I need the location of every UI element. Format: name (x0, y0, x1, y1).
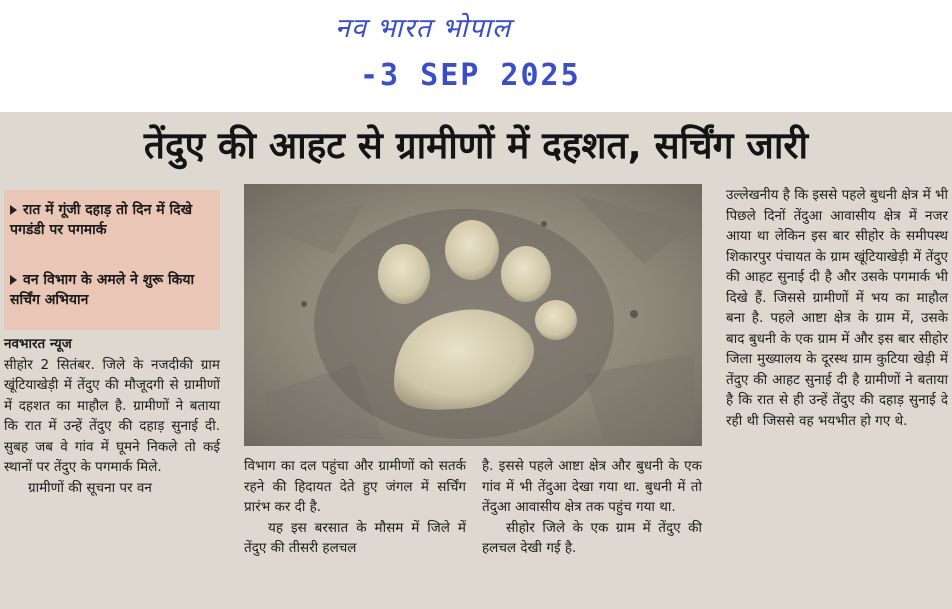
pugmark-photo (244, 184, 702, 446)
article-column-3 (482, 456, 702, 559)
pugmark-image (244, 184, 702, 446)
paragraph: उल्लेखनीय है कि इससे पहले बुधनी क्षेत्र में भी पिछले दिनों तेंदुआ आवासीय क्षेत्र में नजर आया था लेकिन इस बार सीहोर के समीपस्थ शिकारपुर पंचायत के ग्राम खूंटियाखेड़ी में तेंदुए की आहट सुनाई दी है और उसके पगमार्क भी दिखे हैं. जिससे ग्रामीणों में भय का माहौल बना है. पहले आष्टा क्षेत्र के ग्राम में, उसके बाद बुधनी के एक ग्राम में और इस बार सीहोर जिला मुख्यालय के दूरस्थ ग्राम कुटिया खेड़ी में तेंदुए की आहट सुनाई दी है ग्रामीणों ने बताया है कि रात से ही उन्हें तेंदुए की दहाड़ सुनाई दे रही थी जिससे वह भयभीत हो गए थे. (726, 187, 948, 429)
paragraph: सीहोर जिले के एक ग्राम में तेंदुए की हलचल देखी गई है. (482, 519, 702, 556)
highlight-item (10, 270, 216, 310)
article-column-2 (244, 456, 466, 559)
article-column-4 (726, 185, 948, 431)
bullet-arrow-icon (10, 205, 17, 215)
paragraph: ग्रामीणों की सूचना पर वन (28, 479, 152, 496)
paragraph: यह इस बरसात के मौसम में जिले में तेंदुए की तीसरी हलचल (244, 519, 466, 556)
highlight-item (10, 200, 216, 240)
highlight-text: रात में गूंजी दहाड़ तो दिन में दिखे पगडंडी पर पगमार्क (10, 202, 193, 238)
highlight-text: वन विभाग के अमले ने शुरू किया सर्चिंग अभियान (10, 272, 195, 308)
newspaper-clipping (0, 112, 952, 609)
paragraph: विभाग का दल पहुंचा और ग्रामीणों को सतर्क रहने की हिदायत देते हुए जंगल में सर्चिंग प्रारंभ कर दी है. (244, 458, 466, 515)
headline: तेंदुए की आहट से ग्रामीणों में दहशत, सर्चिंग जारी (143, 124, 809, 167)
bullet-arrow-icon (10, 275, 17, 285)
byline: नवभारत न्यूज (4, 336, 72, 352)
stamp-publication: नव भारत भोपाल (335, 13, 512, 44)
date-stamp (0, 0, 952, 112)
article-column-1 (4, 334, 220, 498)
stamp-date: -3 SEP 2025 (360, 58, 581, 93)
paragraph: है. इससे पहले आष्टा क्षेत्र और बुधनी के एक गांव में भी तेंदुआ देखा गया था. बुधनी में तो तेंदुआ आवासीय क्षेत्र तक पहुंच गया था. (482, 458, 702, 515)
highlights-box (4, 190, 220, 330)
paragraph: सीहोर 2 सितंबर. जिले के नजदीकी ग्राम खूंटियाखेड़ी में तेंदुए की मौजूदगी से ग्रामीणों में दहशत का माहौल है. ग्रामीणों ने बताया कि रात में उन्हें तेंदुए की दहाड़ सुनाई दी. सुबह जब वे गांव में घूमने निकले तो कई स्थानों पर तेंदुए के पगमार्क मिले. (4, 356, 220, 475)
